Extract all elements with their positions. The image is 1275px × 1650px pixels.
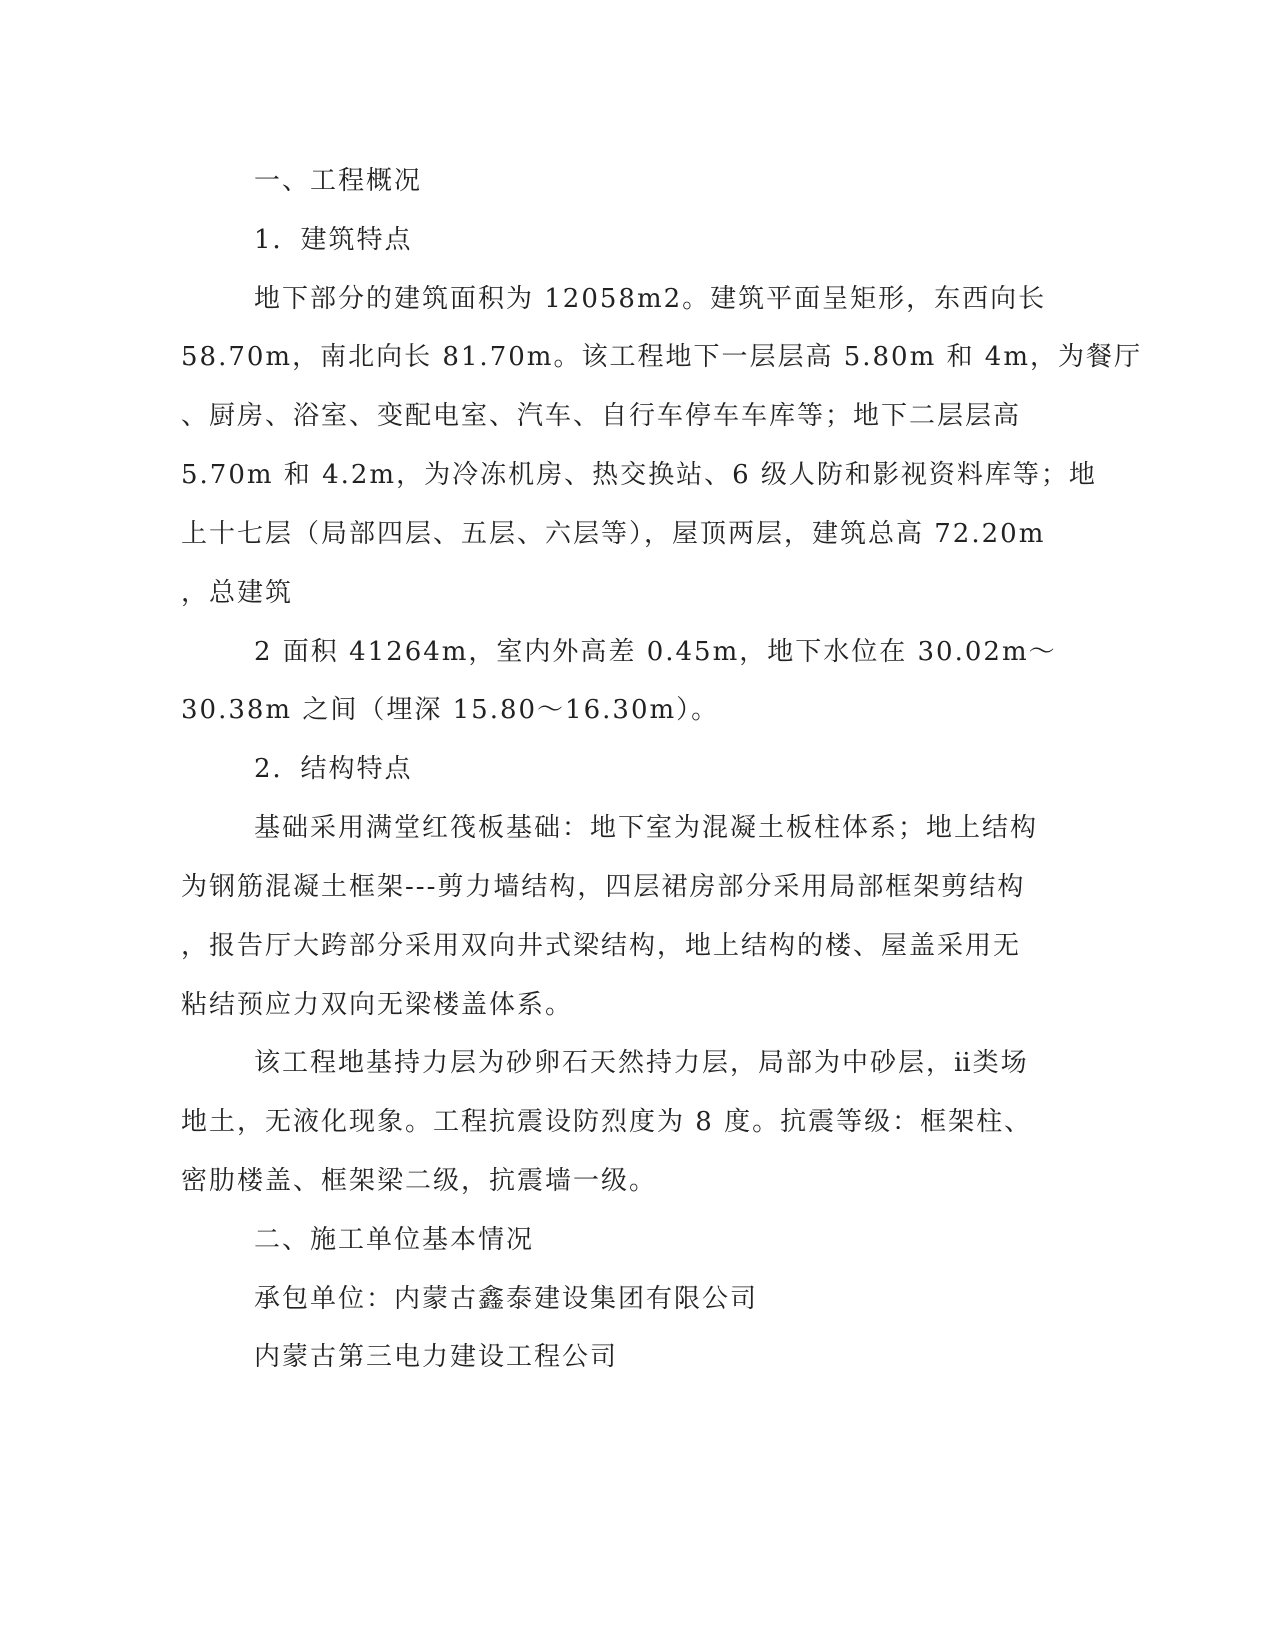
paragraph-line: 地下部分的建筑面积为 12058m2。建筑平面呈矩形，东西向长 — [254, 284, 1047, 314]
paragraph-line: 基础采用满堂红筏板基础：地下室为混凝土板柱体系；地上结构 — [254, 813, 1039, 843]
paragraph-line: ，报告厅大跨部分采用双向井式梁结构，地上结构的楼、屋盖采用无 — [181, 931, 1022, 961]
paragraph-line: 上十七层（局部四层、五层、六层等），屋顶两层，建筑总高 72.20m — [181, 519, 1046, 549]
paragraph-line: 、厨房、浴室、变配电室、汽车、自行车停车车库等；地下二层层高 — [181, 401, 1022, 431]
subheading-building-features: 1．建筑特点 — [254, 225, 413, 255]
paragraph-line: 5.70m 和 4.2m，为冷冻机房、热交换站、6 级人防和影视资料库等；地 — [181, 460, 1097, 490]
paragraph-line: 为钢筋混凝土框架---剪力墙结构，四层裙房部分采用局部框架剪结构 — [181, 872, 1026, 902]
paragraph-line: 2 面积 41264m，室内外高差 0.45m，地下水位在 30.02m～ — [254, 637, 1057, 667]
paragraph-line: 30.38m 之间（埋深 15.80～16.30m）。 — [181, 695, 720, 725]
paragraph-line: 该工程地基持力层为砂卵石天然持力层，局部为中砂层，ⅱ类场 — [254, 1048, 1029, 1078]
paragraph-line: 58.70m，南北向长 81.70m。该工程地下一层层高 5.80m 和 4m，为餐厅 — [181, 342, 1142, 372]
paragraph-line: 密肋楼盖、框架梁二级，抗震墙一级。 — [181, 1166, 658, 1196]
section-heading-contractor-info: 二、施工单位基本情况 — [254, 1225, 535, 1255]
paragraph-line: 地土，无液化现象。工程抗震设防烈度为 8 度。抗震等级：框架柱、 — [181, 1107, 1033, 1137]
paragraph-line: ，总建筑 — [181, 578, 294, 608]
paragraph-line: 内蒙古第三电力建设工程公司 — [254, 1342, 619, 1372]
section-heading-project-overview: 一、工程概况 — [254, 166, 423, 196]
subheading-structural-features: 2．结构特点 — [254, 754, 413, 784]
paragraph-line: 粘结预应力双向无梁楼盖体系。 — [181, 990, 574, 1020]
paragraph-line: 承包单位：内蒙古鑫泰建设集团有限公司 — [254, 1284, 759, 1314]
